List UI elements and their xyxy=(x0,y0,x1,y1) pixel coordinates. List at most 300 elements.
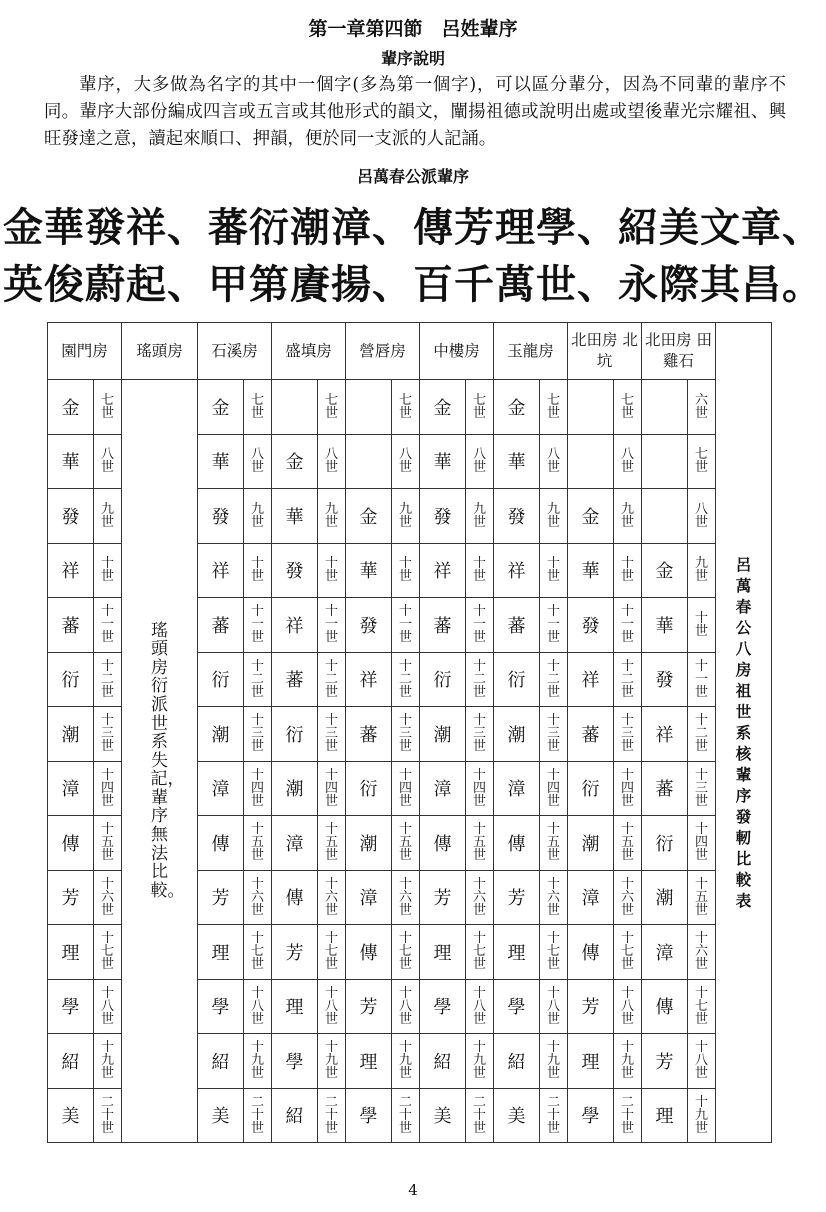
name-char: 紹 xyxy=(285,1106,304,1128)
name-char: 漳 xyxy=(655,942,674,964)
generation-label: 十六世 xyxy=(100,876,114,918)
name-char: 學 xyxy=(211,997,230,1019)
generation-label: 十五世 xyxy=(324,822,338,864)
generation-cell xyxy=(466,598,494,653)
name-char: 芳 xyxy=(61,888,80,910)
name-char-cell xyxy=(568,434,614,489)
name-char-cell xyxy=(494,870,540,925)
name-char-cell xyxy=(642,1088,688,1143)
generation-cell xyxy=(614,380,642,435)
generation-cell xyxy=(318,870,346,925)
name-char: 衍 xyxy=(655,833,674,855)
generation-cell xyxy=(540,979,568,1034)
name-char-cell xyxy=(494,761,540,816)
generation-label: 十一世 xyxy=(694,658,708,700)
generation-cell xyxy=(688,979,716,1034)
table-side-title xyxy=(716,323,772,1143)
house-header: 園門房 xyxy=(48,323,122,380)
generation-cell xyxy=(392,979,420,1034)
name-char-cell xyxy=(642,979,688,1034)
generation-label: 十五世 xyxy=(398,822,412,864)
generation-cell xyxy=(540,925,568,980)
generation-label: 十世 xyxy=(694,610,708,639)
name-char: 祥 xyxy=(285,615,304,637)
generation-cell xyxy=(392,489,420,544)
page-number: 4 xyxy=(408,1181,418,1199)
generation-cell xyxy=(318,434,346,489)
generation-label: 十二世 xyxy=(694,713,708,755)
name-char-cell xyxy=(48,652,94,707)
name-char-cell xyxy=(198,489,244,544)
name-char: 紹 xyxy=(61,1051,80,1073)
name-char-cell xyxy=(198,598,244,653)
name-char: 華 xyxy=(433,452,452,474)
generation-label: 十世 xyxy=(398,556,412,585)
generation-label: 十三世 xyxy=(100,713,114,755)
generation-cell xyxy=(244,543,272,598)
name-char-cell xyxy=(272,1034,318,1089)
name-char-cell xyxy=(420,380,466,435)
name-char: 美 xyxy=(61,1106,80,1128)
name-char: 學 xyxy=(285,1051,304,1073)
generation-cell xyxy=(614,1034,642,1089)
name-char: 祥 xyxy=(433,561,452,583)
generation-cell xyxy=(688,543,716,598)
name-char-cell xyxy=(642,707,688,762)
name-char-cell xyxy=(568,707,614,762)
generation-cell xyxy=(94,707,122,762)
generation-cell xyxy=(614,816,642,871)
name-char: 祥 xyxy=(507,561,526,583)
generation-cell xyxy=(614,979,642,1034)
generation-cell xyxy=(244,434,272,489)
generation-label: 十五世 xyxy=(620,822,634,864)
name-char: 衍 xyxy=(359,779,378,801)
name-char-cell xyxy=(420,598,466,653)
name-char-cell xyxy=(346,761,392,816)
generation-label: 十九世 xyxy=(398,1040,412,1082)
generation-label: 十七世 xyxy=(398,931,412,973)
generation-cell xyxy=(392,598,420,653)
generation-label: 十五世 xyxy=(694,876,708,918)
generation-cell xyxy=(318,380,346,435)
generation-label: 十三世 xyxy=(620,713,634,755)
generation-cell xyxy=(614,652,642,707)
generation-cell xyxy=(540,598,568,653)
poem-subtitle: 呂萬春公派輩序 xyxy=(356,167,469,186)
generation-cell xyxy=(318,598,346,653)
generation-label: 十六世 xyxy=(250,876,264,918)
generation-label: 十二世 xyxy=(398,658,412,700)
generation-cell xyxy=(614,925,642,980)
name-char: 蕃 xyxy=(655,779,674,801)
generation-cell xyxy=(540,1034,568,1089)
name-char-cell xyxy=(272,979,318,1034)
name-char: 芳 xyxy=(655,1051,674,1073)
name-char-cell xyxy=(568,652,614,707)
name-char-cell xyxy=(346,489,392,544)
house-header: 中樓房 xyxy=(420,323,494,380)
name-char-cell xyxy=(346,598,392,653)
generation-label: 八世 xyxy=(472,447,486,476)
generation-label: 十六世 xyxy=(324,876,338,918)
generation-label: 九世 xyxy=(546,501,560,530)
name-char-cell xyxy=(198,380,244,435)
generation-label: 十八世 xyxy=(546,985,560,1027)
name-char-cell xyxy=(420,816,466,871)
name-char: 芳 xyxy=(285,942,304,964)
name-char-cell xyxy=(198,925,244,980)
generation-cell xyxy=(540,1088,568,1143)
generation-label: 十三世 xyxy=(694,767,708,809)
name-char-cell xyxy=(48,1034,94,1089)
name-char-cell xyxy=(48,380,94,435)
generation-label: 七世 xyxy=(620,392,634,421)
name-char-cell xyxy=(568,598,614,653)
name-char: 華 xyxy=(285,506,304,528)
generation-label: 九世 xyxy=(694,556,708,585)
name-char: 發 xyxy=(61,506,80,528)
generation-label: 二十世 xyxy=(324,1094,338,1136)
name-char-cell xyxy=(568,761,614,816)
name-char-cell xyxy=(420,543,466,598)
name-char: 紹 xyxy=(211,1051,230,1073)
generation-cell xyxy=(614,434,642,489)
name-char: 蕃 xyxy=(433,615,452,637)
generation-label: 十七世 xyxy=(324,931,338,973)
generation-cell xyxy=(94,543,122,598)
generation-cell xyxy=(318,816,346,871)
name-char: 金 xyxy=(507,397,526,419)
generation-cell xyxy=(244,925,272,980)
generation-cell xyxy=(540,652,568,707)
name-char: 金 xyxy=(581,506,600,528)
generation-cell xyxy=(688,380,716,435)
name-char: 華 xyxy=(655,615,674,637)
generation-cell xyxy=(540,761,568,816)
name-char-cell xyxy=(272,489,318,544)
name-char: 理 xyxy=(359,1051,378,1073)
name-char-cell xyxy=(420,925,466,980)
name-char-cell xyxy=(346,925,392,980)
generation-cell xyxy=(688,816,716,871)
name-char-cell xyxy=(494,1088,540,1143)
name-char-cell xyxy=(198,707,244,762)
name-char-cell xyxy=(198,816,244,871)
generation-cell xyxy=(94,380,122,435)
generation-label: 十六世 xyxy=(694,931,708,973)
name-char: 美 xyxy=(433,1106,452,1128)
name-char: 潮 xyxy=(211,724,230,746)
name-char: 祥 xyxy=(655,724,674,746)
name-char-cell xyxy=(420,434,466,489)
generation-cell xyxy=(688,652,716,707)
generation-label: 十二世 xyxy=(324,658,338,700)
name-char-cell xyxy=(568,543,614,598)
generation-label: 十七世 xyxy=(250,931,264,973)
generation-cell xyxy=(688,925,716,980)
name-char-cell xyxy=(346,870,392,925)
name-char: 漳 xyxy=(507,779,526,801)
generation-label: 十七世 xyxy=(694,985,708,1027)
name-char: 美 xyxy=(211,1106,230,1128)
generation-cell xyxy=(614,543,642,598)
generation-cell xyxy=(94,979,122,1034)
name-char-cell xyxy=(346,652,392,707)
generation-cell xyxy=(688,1088,716,1143)
name-char: 衍 xyxy=(61,670,80,692)
house-header: 瑤頭房 xyxy=(122,323,198,380)
name-char-cell xyxy=(494,543,540,598)
name-char: 發 xyxy=(507,506,526,528)
name-char: 發 xyxy=(211,506,230,528)
intro-paragraph: 輩序，大多做為名字的其中一個字(多為第一個字)，可以區分輩分，因為不同輩的輩序不同。輩序大部份編成四言或五言或其他形式的韻文，闡揚祖德或說明出處或望後輩光宗耀祖、興旺發達之意，讀起來順口、押韻，便於同一支派的人記誦。 xyxy=(44,75,786,149)
name-char-cell xyxy=(48,979,94,1034)
name-char: 潮 xyxy=(507,724,526,746)
generation-label: 九世 xyxy=(324,501,338,530)
generation-cell xyxy=(318,925,346,980)
generation-cell xyxy=(94,652,122,707)
generation-cell xyxy=(540,380,568,435)
generation-label: 九世 xyxy=(398,501,412,530)
name-char: 理 xyxy=(61,942,80,964)
name-char-cell xyxy=(642,543,688,598)
name-char: 華 xyxy=(581,561,600,583)
generation-cell xyxy=(466,979,494,1034)
name-char: 傳 xyxy=(285,888,304,910)
name-char-cell xyxy=(272,816,318,871)
generation-cell xyxy=(540,543,568,598)
name-char: 芳 xyxy=(359,997,378,1019)
name-char: 衍 xyxy=(211,670,230,692)
name-char-cell xyxy=(642,380,688,435)
name-char-cell xyxy=(420,761,466,816)
generation-label: 十七世 xyxy=(620,931,634,973)
name-char-cell xyxy=(642,761,688,816)
generation-label: 十九世 xyxy=(472,1040,486,1082)
generation-label: 十九世 xyxy=(250,1040,264,1082)
generation-label: 十一世 xyxy=(546,604,560,646)
name-char-cell xyxy=(48,543,94,598)
house-header: 玉龍房 xyxy=(494,323,568,380)
name-char-cell xyxy=(420,1034,466,1089)
name-char-cell xyxy=(198,761,244,816)
generation-cell xyxy=(614,707,642,762)
name-char: 發 xyxy=(581,615,600,637)
name-char-cell xyxy=(198,434,244,489)
name-char: 潮 xyxy=(655,888,674,910)
name-char: 祥 xyxy=(61,561,80,583)
name-char: 芳 xyxy=(581,997,600,1019)
generation-cell xyxy=(94,761,122,816)
name-char: 潮 xyxy=(285,779,304,801)
generation-label: 二十世 xyxy=(398,1094,412,1136)
generation-cell xyxy=(688,1034,716,1089)
generation-label: 二十世 xyxy=(100,1094,114,1136)
generation-label: 十二世 xyxy=(250,658,264,700)
name-char-cell xyxy=(494,598,540,653)
name-char: 華 xyxy=(61,452,80,474)
generation-cell xyxy=(318,979,346,1034)
generation-label: 十四世 xyxy=(324,767,338,809)
generation-label: 十一世 xyxy=(100,604,114,646)
generation-label: 十六世 xyxy=(398,876,412,918)
name-char-cell xyxy=(494,925,540,980)
yaotou-note xyxy=(122,380,198,1143)
generation-cell xyxy=(540,707,568,762)
name-char-cell xyxy=(272,652,318,707)
generation-label: 七世 xyxy=(694,447,708,476)
name-char: 漳 xyxy=(211,779,230,801)
generation-cell xyxy=(466,652,494,707)
generation-cell xyxy=(466,925,494,980)
generation-label: 十三世 xyxy=(472,713,486,755)
generation-label: 九世 xyxy=(100,501,114,530)
generation-label: 八世 xyxy=(398,447,412,476)
name-char: 芳 xyxy=(211,888,230,910)
name-char: 芳 xyxy=(507,888,526,910)
name-char: 學 xyxy=(433,997,452,1019)
name-char-cell xyxy=(494,489,540,544)
generation-label: 十四世 xyxy=(620,767,634,809)
name-char-cell xyxy=(346,543,392,598)
generation-label: 九世 xyxy=(620,501,634,530)
name-char-cell xyxy=(346,816,392,871)
generation-label: 九世 xyxy=(472,501,486,530)
name-char-cell xyxy=(272,598,318,653)
generation-cell xyxy=(94,816,122,871)
name-char-cell xyxy=(568,816,614,871)
name-char-cell xyxy=(494,816,540,871)
generation-cell xyxy=(614,761,642,816)
name-char-cell xyxy=(48,870,94,925)
generation-label: 八世 xyxy=(620,447,634,476)
name-char: 美 xyxy=(507,1106,526,1128)
generation-cell xyxy=(392,761,420,816)
name-char-cell xyxy=(48,489,94,544)
name-char: 金 xyxy=(359,506,378,528)
name-char-cell xyxy=(568,489,614,544)
house-header: 北田房 田雞石 xyxy=(642,323,716,380)
generation-cell xyxy=(392,1088,420,1143)
generation-cell xyxy=(244,1088,272,1143)
name-char-cell xyxy=(420,707,466,762)
name-char-cell xyxy=(272,761,318,816)
side-title-text: 呂萬春公八房祖世系核輩序發軔比較表 xyxy=(735,555,752,910)
name-char-cell xyxy=(48,1088,94,1143)
generation-cell xyxy=(244,1034,272,1089)
name-char-cell xyxy=(272,925,318,980)
name-char: 發 xyxy=(359,615,378,637)
name-char: 衍 xyxy=(285,724,304,746)
generation-cell xyxy=(244,707,272,762)
name-char-cell xyxy=(346,1088,392,1143)
name-char-cell xyxy=(642,598,688,653)
name-char-cell xyxy=(198,1034,244,1089)
name-char-cell xyxy=(642,434,688,489)
name-char-cell xyxy=(642,652,688,707)
generation-cell xyxy=(244,761,272,816)
generation-cell xyxy=(688,434,716,489)
name-char-cell xyxy=(48,816,94,871)
name-char: 潮 xyxy=(433,724,452,746)
name-char: 漳 xyxy=(359,888,378,910)
generation-cell xyxy=(392,925,420,980)
table-row xyxy=(48,380,772,435)
name-char-cell xyxy=(568,1088,614,1143)
generation-label: 十七世 xyxy=(472,931,486,973)
name-char: 金 xyxy=(433,397,452,419)
generation-label: 十七世 xyxy=(100,931,114,973)
generation-label: 十八世 xyxy=(472,985,486,1027)
generation-cell xyxy=(244,816,272,871)
generation-label: 二十世 xyxy=(250,1094,264,1136)
name-char-cell xyxy=(198,1088,244,1143)
name-char-cell xyxy=(346,1034,392,1089)
generation-cell xyxy=(466,380,494,435)
name-char: 蕃 xyxy=(61,615,80,637)
generation-cell xyxy=(94,1034,122,1089)
generation-label: 十六世 xyxy=(472,876,486,918)
name-char: 衍 xyxy=(433,670,452,692)
generation-label: 八世 xyxy=(694,501,708,530)
name-char: 傳 xyxy=(433,833,452,855)
generation-label: 十三世 xyxy=(250,713,264,755)
name-char: 理 xyxy=(433,942,452,964)
name-char: 傳 xyxy=(507,833,526,855)
name-char-cell xyxy=(568,1034,614,1089)
generation-cell xyxy=(244,598,272,653)
name-char-cell xyxy=(48,707,94,762)
name-char: 蕃 xyxy=(285,670,304,692)
name-char-cell xyxy=(48,434,94,489)
name-char: 理 xyxy=(581,1051,600,1073)
name-char: 蕃 xyxy=(507,615,526,637)
generation-label: 十七世 xyxy=(546,931,560,973)
yaotou-note-text: 瑤頭房衍派世系失記，輩序無法比較。 xyxy=(150,620,185,901)
generation-label: 十一世 xyxy=(620,604,634,646)
generation-cell xyxy=(466,816,494,871)
name-char-cell xyxy=(272,707,318,762)
generation-label: 十八世 xyxy=(100,985,114,1027)
generation-cell xyxy=(94,434,122,489)
name-char: 理 xyxy=(655,1106,674,1128)
name-char-cell xyxy=(494,652,540,707)
generation-cell xyxy=(392,380,420,435)
name-char-cell xyxy=(420,1088,466,1143)
name-char-cell xyxy=(568,925,614,980)
name-char: 傳 xyxy=(359,942,378,964)
generation-cell xyxy=(540,434,568,489)
generation-cell xyxy=(94,870,122,925)
section-subtitle: 輩序說明 xyxy=(380,49,445,68)
house-header: 營唇房 xyxy=(346,323,420,380)
generation-label: 十四世 xyxy=(100,767,114,809)
name-char-cell xyxy=(420,489,466,544)
generation-label: 九世 xyxy=(250,501,264,530)
name-char-cell xyxy=(568,979,614,1034)
name-char-cell xyxy=(642,1034,688,1089)
generation-cell xyxy=(94,598,122,653)
name-char: 理 xyxy=(507,942,526,964)
generation-cell xyxy=(94,1088,122,1143)
generation-label: 十世 xyxy=(472,556,486,585)
generation-label: 十一世 xyxy=(398,604,412,646)
name-char-cell xyxy=(272,380,318,435)
house-header: 石溪房 xyxy=(198,323,272,380)
name-char: 漳 xyxy=(581,888,600,910)
name-char: 華 xyxy=(359,561,378,583)
